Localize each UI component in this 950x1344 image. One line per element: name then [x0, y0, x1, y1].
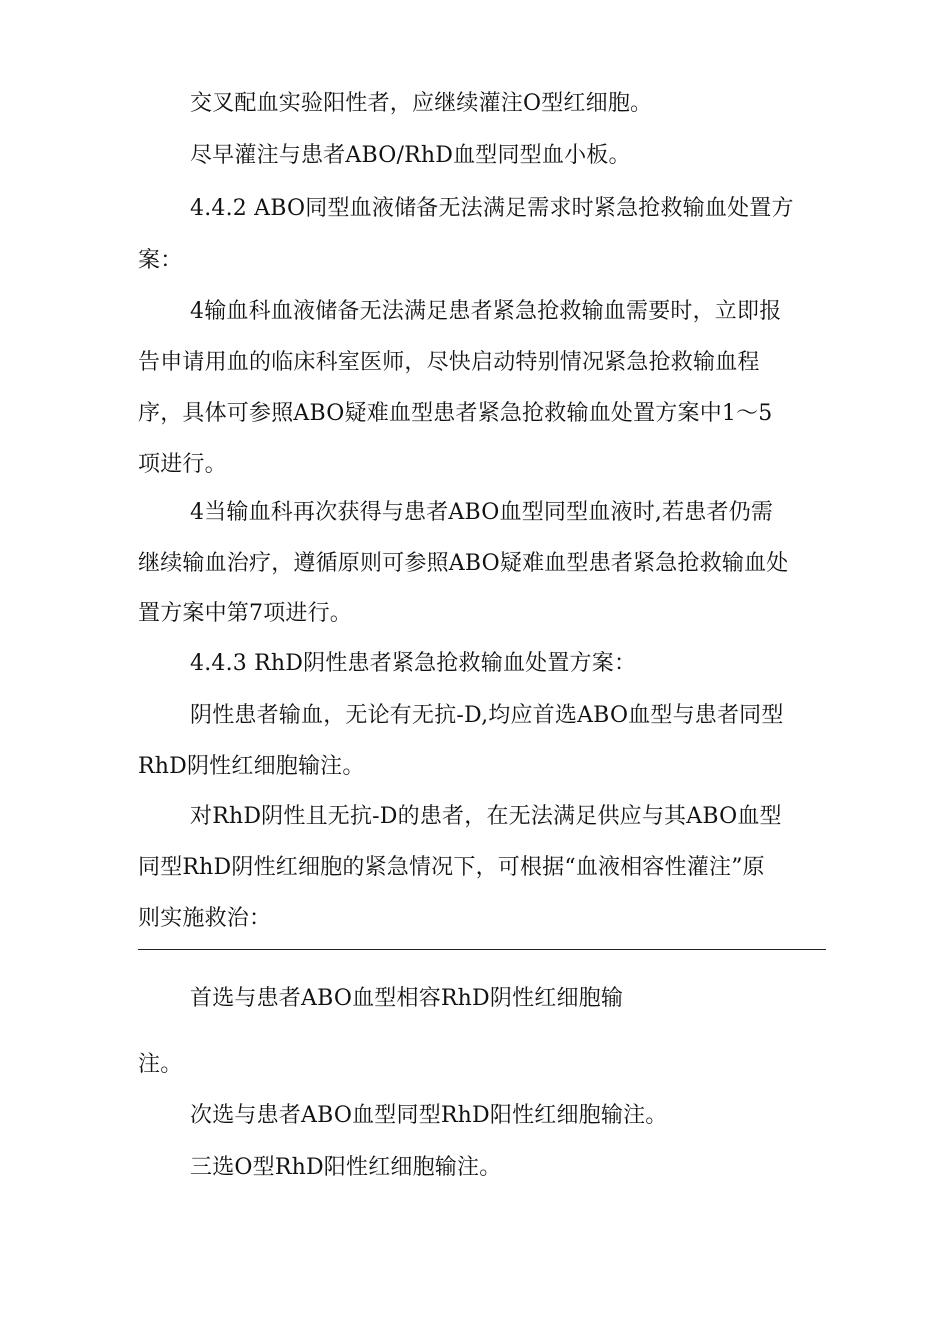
section-heading-4-4-3: 4.4.3 RhD阴性患者紧急抢救输血处置方案：	[190, 651, 637, 676]
section-heading-continuation: 案：	[138, 248, 183, 273]
paragraph-line: 三选O型RhD阳性红细胞输注。	[190, 1155, 502, 1180]
horizontal-divider	[138, 949, 826, 950]
paragraph-line: 则实施救治：	[138, 906, 272, 931]
section-heading-4-4-2: 4.4.2 ABO同型血液储备无法满足需求时紧急抢救输血处置方	[190, 196, 794, 221]
paragraph-line: 尽早灌注与患者ABO/RhD血型同型血小板。	[190, 143, 631, 168]
paragraph-line: RhD阴性红细胞输注。	[138, 754, 365, 779]
paragraph-line: 置方案中第7项进行。	[138, 601, 352, 626]
paragraph-line: 首选与患者ABO血型相容RhD阴性红细胞输	[190, 986, 624, 1011]
paragraph-line: 告申请用血的临床科室医师，尽快启动特别情况紧急抢救输血程	[138, 350, 760, 375]
paragraph-line: 次选与患者ABO血型同型RhD阳性红细胞输注。	[190, 1103, 668, 1128]
paragraph-line: 对RhD阴性且无抗-D的患者，在无法满足供应与其ABO血型	[190, 804, 782, 829]
paragraph-line: 序，具体可参照ABO疑难血型患者紧急抢救输血处置方案中1〜5	[138, 401, 773, 426]
paragraph-line: 阴性患者输血，无论有无抗-D,均应首选ABO血型与患者同型	[190, 703, 784, 728]
paragraph-line: 同型RhD阴性红细胞的紧急情况下，可根据“血液相容性灌注”原	[138, 855, 765, 880]
paragraph-line: 交叉配血实验阳性者，应继续灌注O型红细胞。	[190, 91, 653, 116]
paragraph-line: 注。	[138, 1052, 183, 1077]
paragraph-line: 4当输血科再次获得与患者ABO血型同型血液时,若患者仍需	[190, 500, 774, 525]
paragraph-line: 4输血科血液储备无法满足患者紧急抢救输血需要时，立即报	[190, 299, 782, 324]
paragraph-line: 项进行。	[138, 452, 227, 477]
paragraph-line: 继续输血治疗，遵循原则可参照ABO疑难血型患者紧急抢救输血处	[138, 551, 789, 576]
